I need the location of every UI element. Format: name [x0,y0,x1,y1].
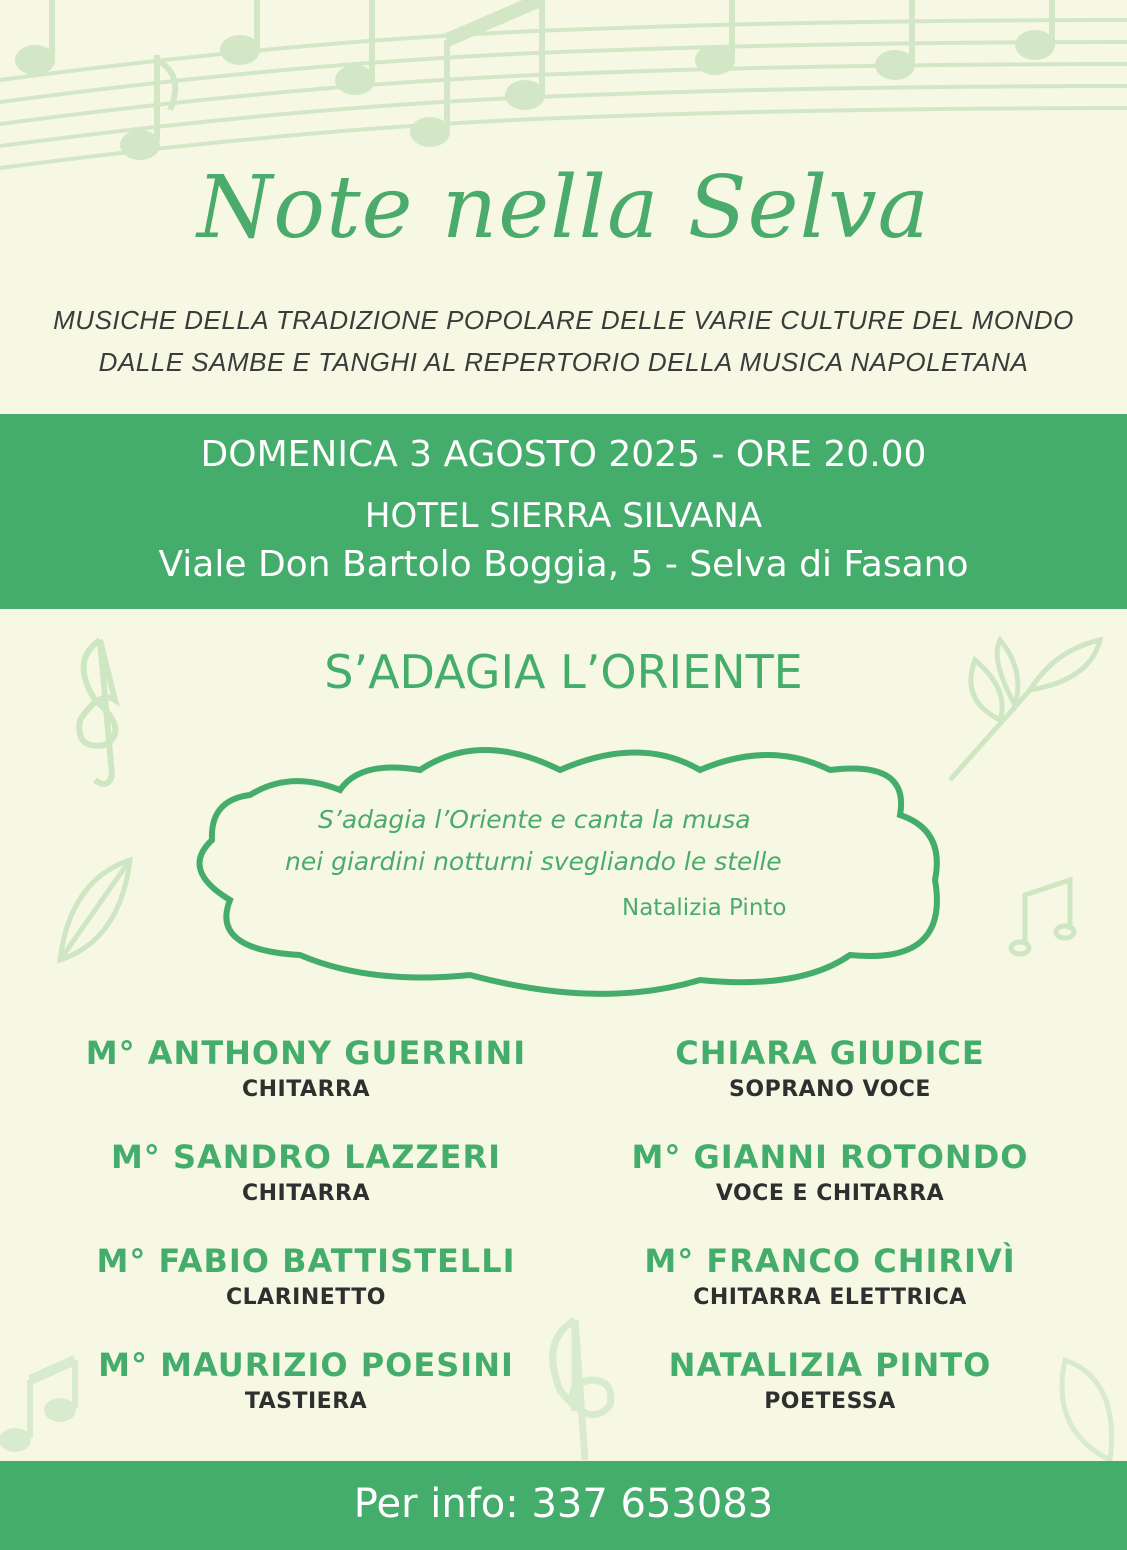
event-date-time: DOMENICA 3 AGOSTO 2025 - ORE 20.00 [200,434,927,475]
performer [26,1241,586,1315]
performer-role: CHITARRA [242,1077,370,1102]
performer-name: M° MAURIZIO POESINI [98,1346,514,1384]
music-staff [0,20,1127,168]
subtitle-line-1: MUSICHE DELLA TRADIZIONE POPOLARE DELLE VARIE CULTURE DEL MONDO [53,305,1074,335]
footer-info: Per info: 337 653083 [353,1481,774,1527]
performer-name: M° FABIO BATTISTELLI [96,1242,516,1280]
performer-role: VOCE E CHITARRA [715,1181,945,1206]
performer [550,1241,1110,1315]
performer [26,1033,586,1107]
performer [26,1345,586,1419]
event-title: Note nella Selva [197,158,930,258]
performer [26,1137,586,1211]
quote-line-2: nei giardini notturni svegliando le stelle [285,847,782,876]
performer-role: CLARINETTO [226,1285,386,1310]
section-title: S’ADAGIA L’ORIENTE [324,645,803,699]
event-venue: HOTEL SIERRA SILVANA [364,496,763,536]
performer-name: M° FRANCO CHIRIVÌ [644,1242,1016,1280]
performer [550,1137,1110,1211]
quote-line-1: S’adagia l’Oriente e canta la musa [318,805,751,834]
event-address: Viale Don Bartolo Boggia, 5 - Selva di Fasano [158,544,969,585]
quote-author: Natalizia Pinto [622,895,787,921]
performer-role: CHITARRA [242,1181,370,1206]
music-note-icon [1011,880,1074,954]
performer-name: M° ANTHONY GUERRINI [85,1034,527,1072]
performer-role: TASTIERA [244,1389,368,1414]
performer-role: SOPRANO VOCE [729,1077,931,1102]
performer [550,1033,1110,1107]
performer-name: M° GIANNI ROTONDO [631,1138,1029,1176]
event-info-band [0,414,1127,609]
performer-name: CHIARA GIUDICE [675,1034,985,1072]
footer-band [0,1461,1127,1550]
leaf-icon [60,860,130,960]
music-note-icon [15,0,1055,160]
performer-role: CHITARRA ELETTRICA [693,1285,967,1310]
performer-role: POETESSA [764,1389,896,1414]
subtitle-line-2: DALLE SAMBE E TANGHI AL REPERTORIO DELLA MUSICA NAPOLETANA [98,347,1029,377]
performer [550,1345,1110,1419]
performer-name: NATALIZIA PINTO [668,1346,992,1384]
performer-name: M° SANDRO LAZZERI [110,1138,502,1176]
